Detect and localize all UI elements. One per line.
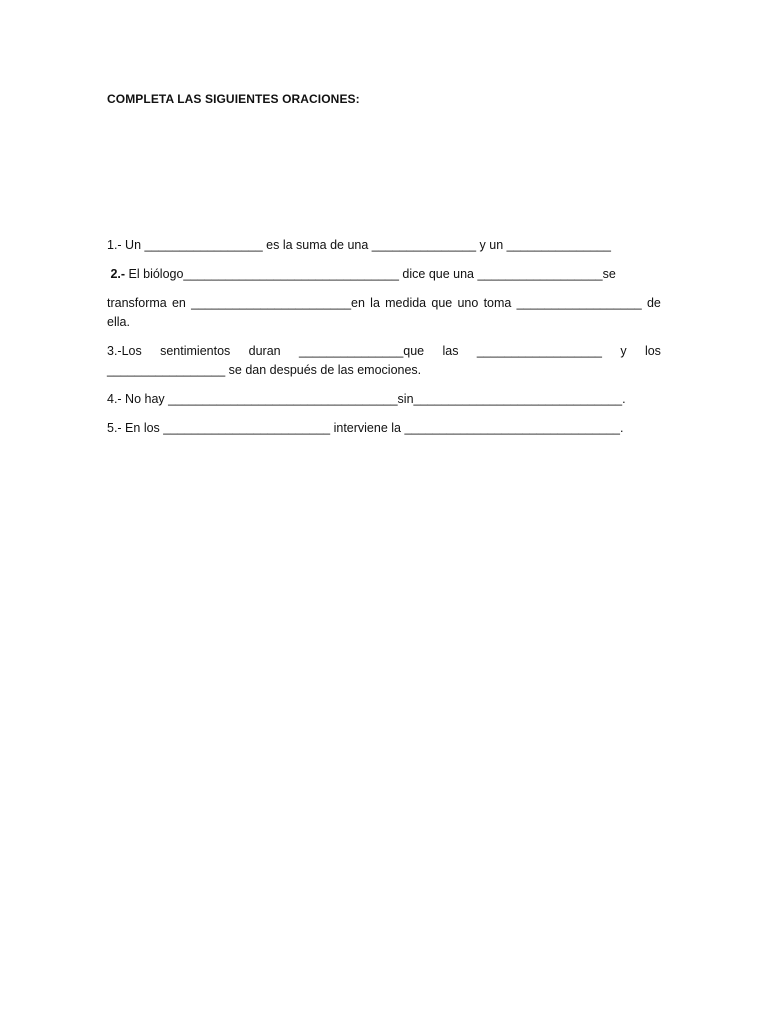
line-text: El biólogo_______________________________ dice que una __________________se: [125, 267, 616, 281]
word: __________________: [516, 296, 642, 310]
line-text: ella.: [107, 315, 130, 329]
word: que: [431, 296, 453, 310]
line-text: _________________ se dan después de las emociones.: [107, 363, 422, 377]
word: __________________: [476, 344, 602, 358]
question-4-line-1: [107, 390, 626, 409]
word: uno: [457, 296, 479, 310]
word: sentimientos: [160, 344, 231, 358]
word: _______________________en: [191, 296, 365, 310]
question-2-number: 2.-: [107, 267, 126, 281]
word: las: [442, 344, 459, 358]
word: duran: [248, 344, 281, 358]
word: 3.-Los: [107, 344, 142, 358]
line-text: 4.- No hay _________________________________sin______________________________.: [107, 392, 626, 406]
word: de: [646, 296, 661, 310]
line-text: 1.- Un _________________ es la suma de una _______________ y un _______________: [107, 238, 611, 252]
page-title: COMPLETA LAS SIGUIENTES ORACIONES:: [107, 92, 360, 106]
question-2-line-3: [107, 313, 130, 332]
question-1-line-1: [107, 236, 611, 255]
word: toma: [483, 296, 512, 310]
question-2-line-2: [107, 294, 661, 313]
question-3-line-1: [107, 342, 661, 361]
word: en: [171, 296, 186, 310]
word: y: [620, 344, 627, 358]
question-5-line-1: [107, 419, 623, 438]
word: medida: [385, 296, 427, 310]
line-text: 5.- En los ________________________ interviene la _______________________________.: [107, 421, 624, 435]
word: _______________que: [299, 344, 425, 358]
question-2-line-1: [107, 265, 616, 284]
word: la: [370, 296, 380, 310]
word: los: [644, 344, 661, 358]
question-3-line-2: [107, 361, 421, 380]
word: transforma: [107, 296, 167, 310]
